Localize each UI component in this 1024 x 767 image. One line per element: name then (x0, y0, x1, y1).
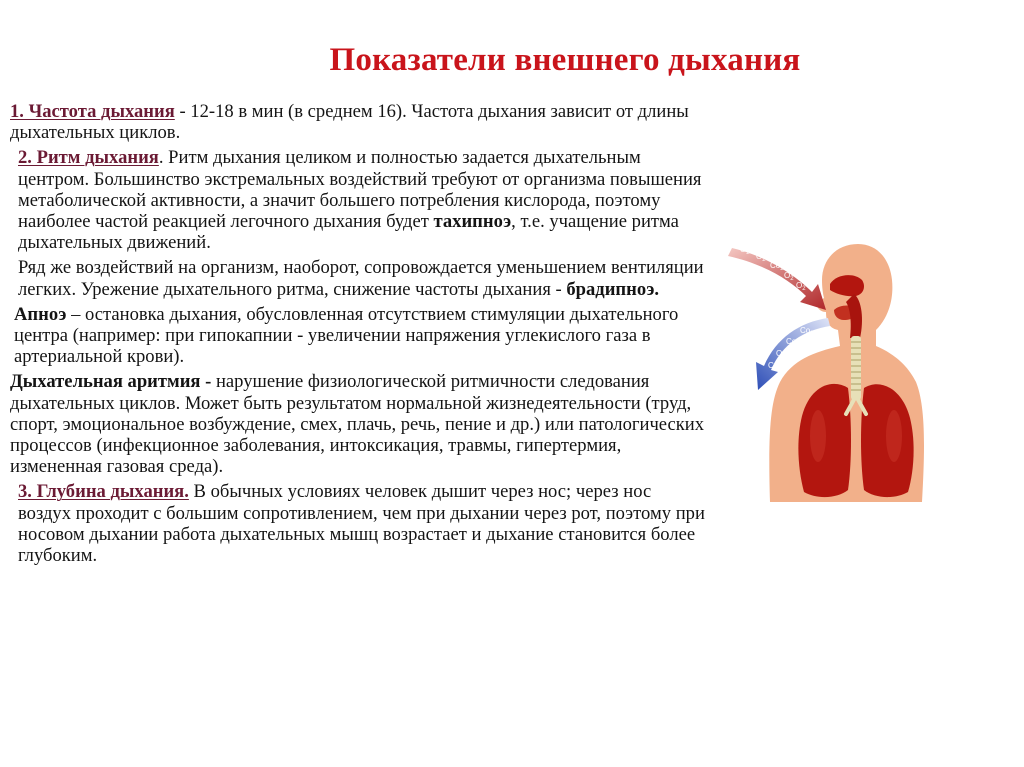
o2-label: $O_2$ (776, 349, 786, 360)
bradypnea-term: брадипноэ. (566, 278, 660, 300)
tachypnea-term: тахипноэ (433, 211, 512, 233)
o2-label: $O_2$ (796, 281, 806, 292)
term-apnea: Апноэ (14, 303, 67, 325)
o2-label: $O_2$ (784, 271, 794, 282)
paragraph-rhythm (8, 147, 708, 253)
term-rhythm: 2. Ритм дыхания (18, 147, 159, 169)
paragraph-arrhythmia (8, 371, 708, 477)
paragraph-bradypnea (8, 257, 708, 299)
frequency-text: - 12-18 в мин (в среднем 16). Частота дыхания зависит от длины дыхательных циклов. (10, 101, 689, 144)
term-frequency: 1. Частота дыхания (10, 101, 175, 122)
arrhythmia-text: нарушение физиологической ритмичности следования дыхательных циклов. Может быть результатом нормальной жизнедеятельности (труд, спорт, эмоциональное возбуждение, смех, плачь, речь, пение и др.) или патологических процессов (инфекционное заболевания, интоксикация, травмы, гипертермия, измененная газовая среда). (10, 371, 705, 478)
content-text (8, 101, 708, 566)
respiratory-figure (726, 230, 926, 502)
rhythm-text: . Ритм дыхания целиком и полностью задается дыхательным центром. Большинство экстремальных воздействий требуют от организма повышения метаболической активности, а значит большего потребления кислорода, поэтому наиболее частой реакцией легочного дыхания будет (18, 147, 702, 233)
rhythm-text-after: , т.е. учащение ритма дыхательных движений. (18, 211, 679, 254)
apnea-text: – остановка дыхания, обусловленная отсутствием стимуляции дыхательного центра (например: при гипокапнии - увеличении напряжения углекислого газа в артериальной крови). (14, 303, 679, 368)
paragraph-depth (8, 481, 708, 566)
co2-label: $Co_2$ (786, 337, 800, 348)
slide-title: Показатели внешнего дыхания (329, 42, 801, 78)
depth-text: В обычных условиях человек дышит через нос; через нос воздух проходит с большим сопротивлением, чем при дыхании через рот, поэтому при носовом дыхании работа дыхательных мышц возрастает и дыхание становится более глубоким. (18, 481, 705, 567)
o2-label: $O_2$ (756, 252, 766, 263)
paragraph-apnea (8, 304, 708, 368)
term-depth: 3. Глубина дыхания. (18, 481, 189, 503)
term-arrhythmia: Дыхательная аритмия - (10, 371, 212, 393)
paragraph-frequency (8, 101, 708, 143)
co2-label: $Co_2$ (768, 361, 782, 372)
respiratory-illustration (726, 230, 926, 502)
o2-label: $O_2$ (740, 245, 750, 256)
co2-label: $Co_2$ (770, 261, 784, 272)
bradypnea-text: Ряд же воздействий на организм, наоборот, сопровождается уменьшением вентиляции легких. Урежение дыхательного ритма, снижение частоты дыхания - (18, 257, 704, 300)
inhale-arrow (728, 248, 826, 310)
co2-label: $Co_2$ (800, 326, 814, 337)
